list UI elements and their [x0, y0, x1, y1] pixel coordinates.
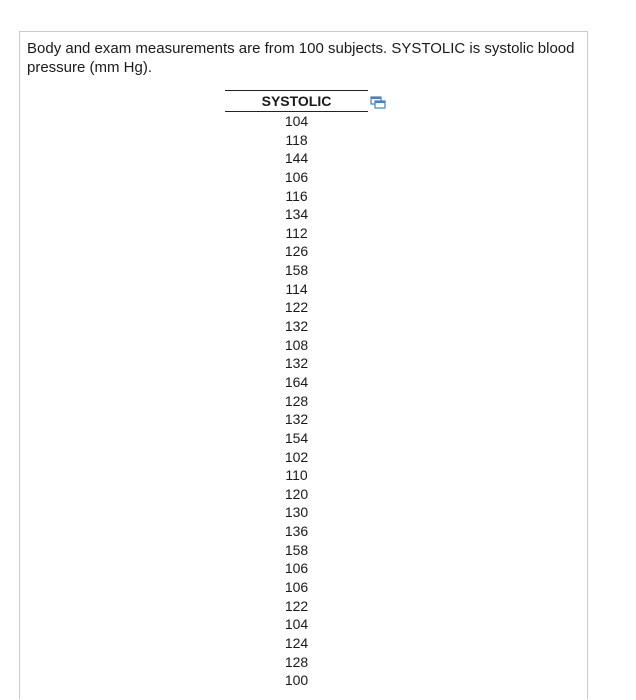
table-row: 158 [284, 541, 309, 558]
table-row: 126 [284, 243, 309, 260]
table-row: 134 [284, 206, 309, 223]
intro-text: Body and exam measurements are from 100 subjects. SYSTOLIC is systolic blood pressure (mm Hg). [27, 40, 575, 76]
table-row: 110 [285, 467, 308, 484]
table-row: 132 [284, 411, 309, 428]
table-row: 108 [284, 336, 309, 353]
table-row: 114 [285, 280, 308, 297]
table-row: 120 [284, 485, 309, 502]
table-row: 112 [285, 224, 308, 241]
table-row: 144 [284, 150, 309, 167]
table-row: 132 [284, 318, 309, 335]
table-row: 158 [284, 262, 309, 279]
table-row: 116 [285, 187, 308, 204]
table-row: 154 [284, 429, 309, 446]
question-panel [19, 31, 588, 699]
table-row: 164 [284, 373, 309, 390]
table-row: 104 [284, 113, 309, 129]
table-row: 104 [284, 616, 309, 633]
copy-icon[interactable] [370, 96, 386, 110]
table-row: 122 [284, 299, 309, 316]
table-row: 102 [284, 448, 309, 465]
table-row: 106 [284, 168, 309, 185]
systolic-values-list [225, 112, 368, 690]
table-row: 118 [285, 131, 308, 148]
systolic-table [225, 90, 368, 690]
table-row: 122 [284, 597, 309, 614]
table-row: 130 [284, 504, 309, 521]
table-row: 106 [284, 579, 309, 596]
table-row: 106 [284, 560, 309, 577]
table-row: 132 [284, 355, 309, 372]
table-row: 124 [284, 634, 309, 651]
table-row: 128 [284, 392, 309, 409]
column-header-systolic: SYSTOLIC [225, 90, 368, 112]
table-row: 100 [284, 672, 309, 689]
table-row: 128 [284, 653, 309, 670]
table-row: 136 [284, 523, 309, 540]
